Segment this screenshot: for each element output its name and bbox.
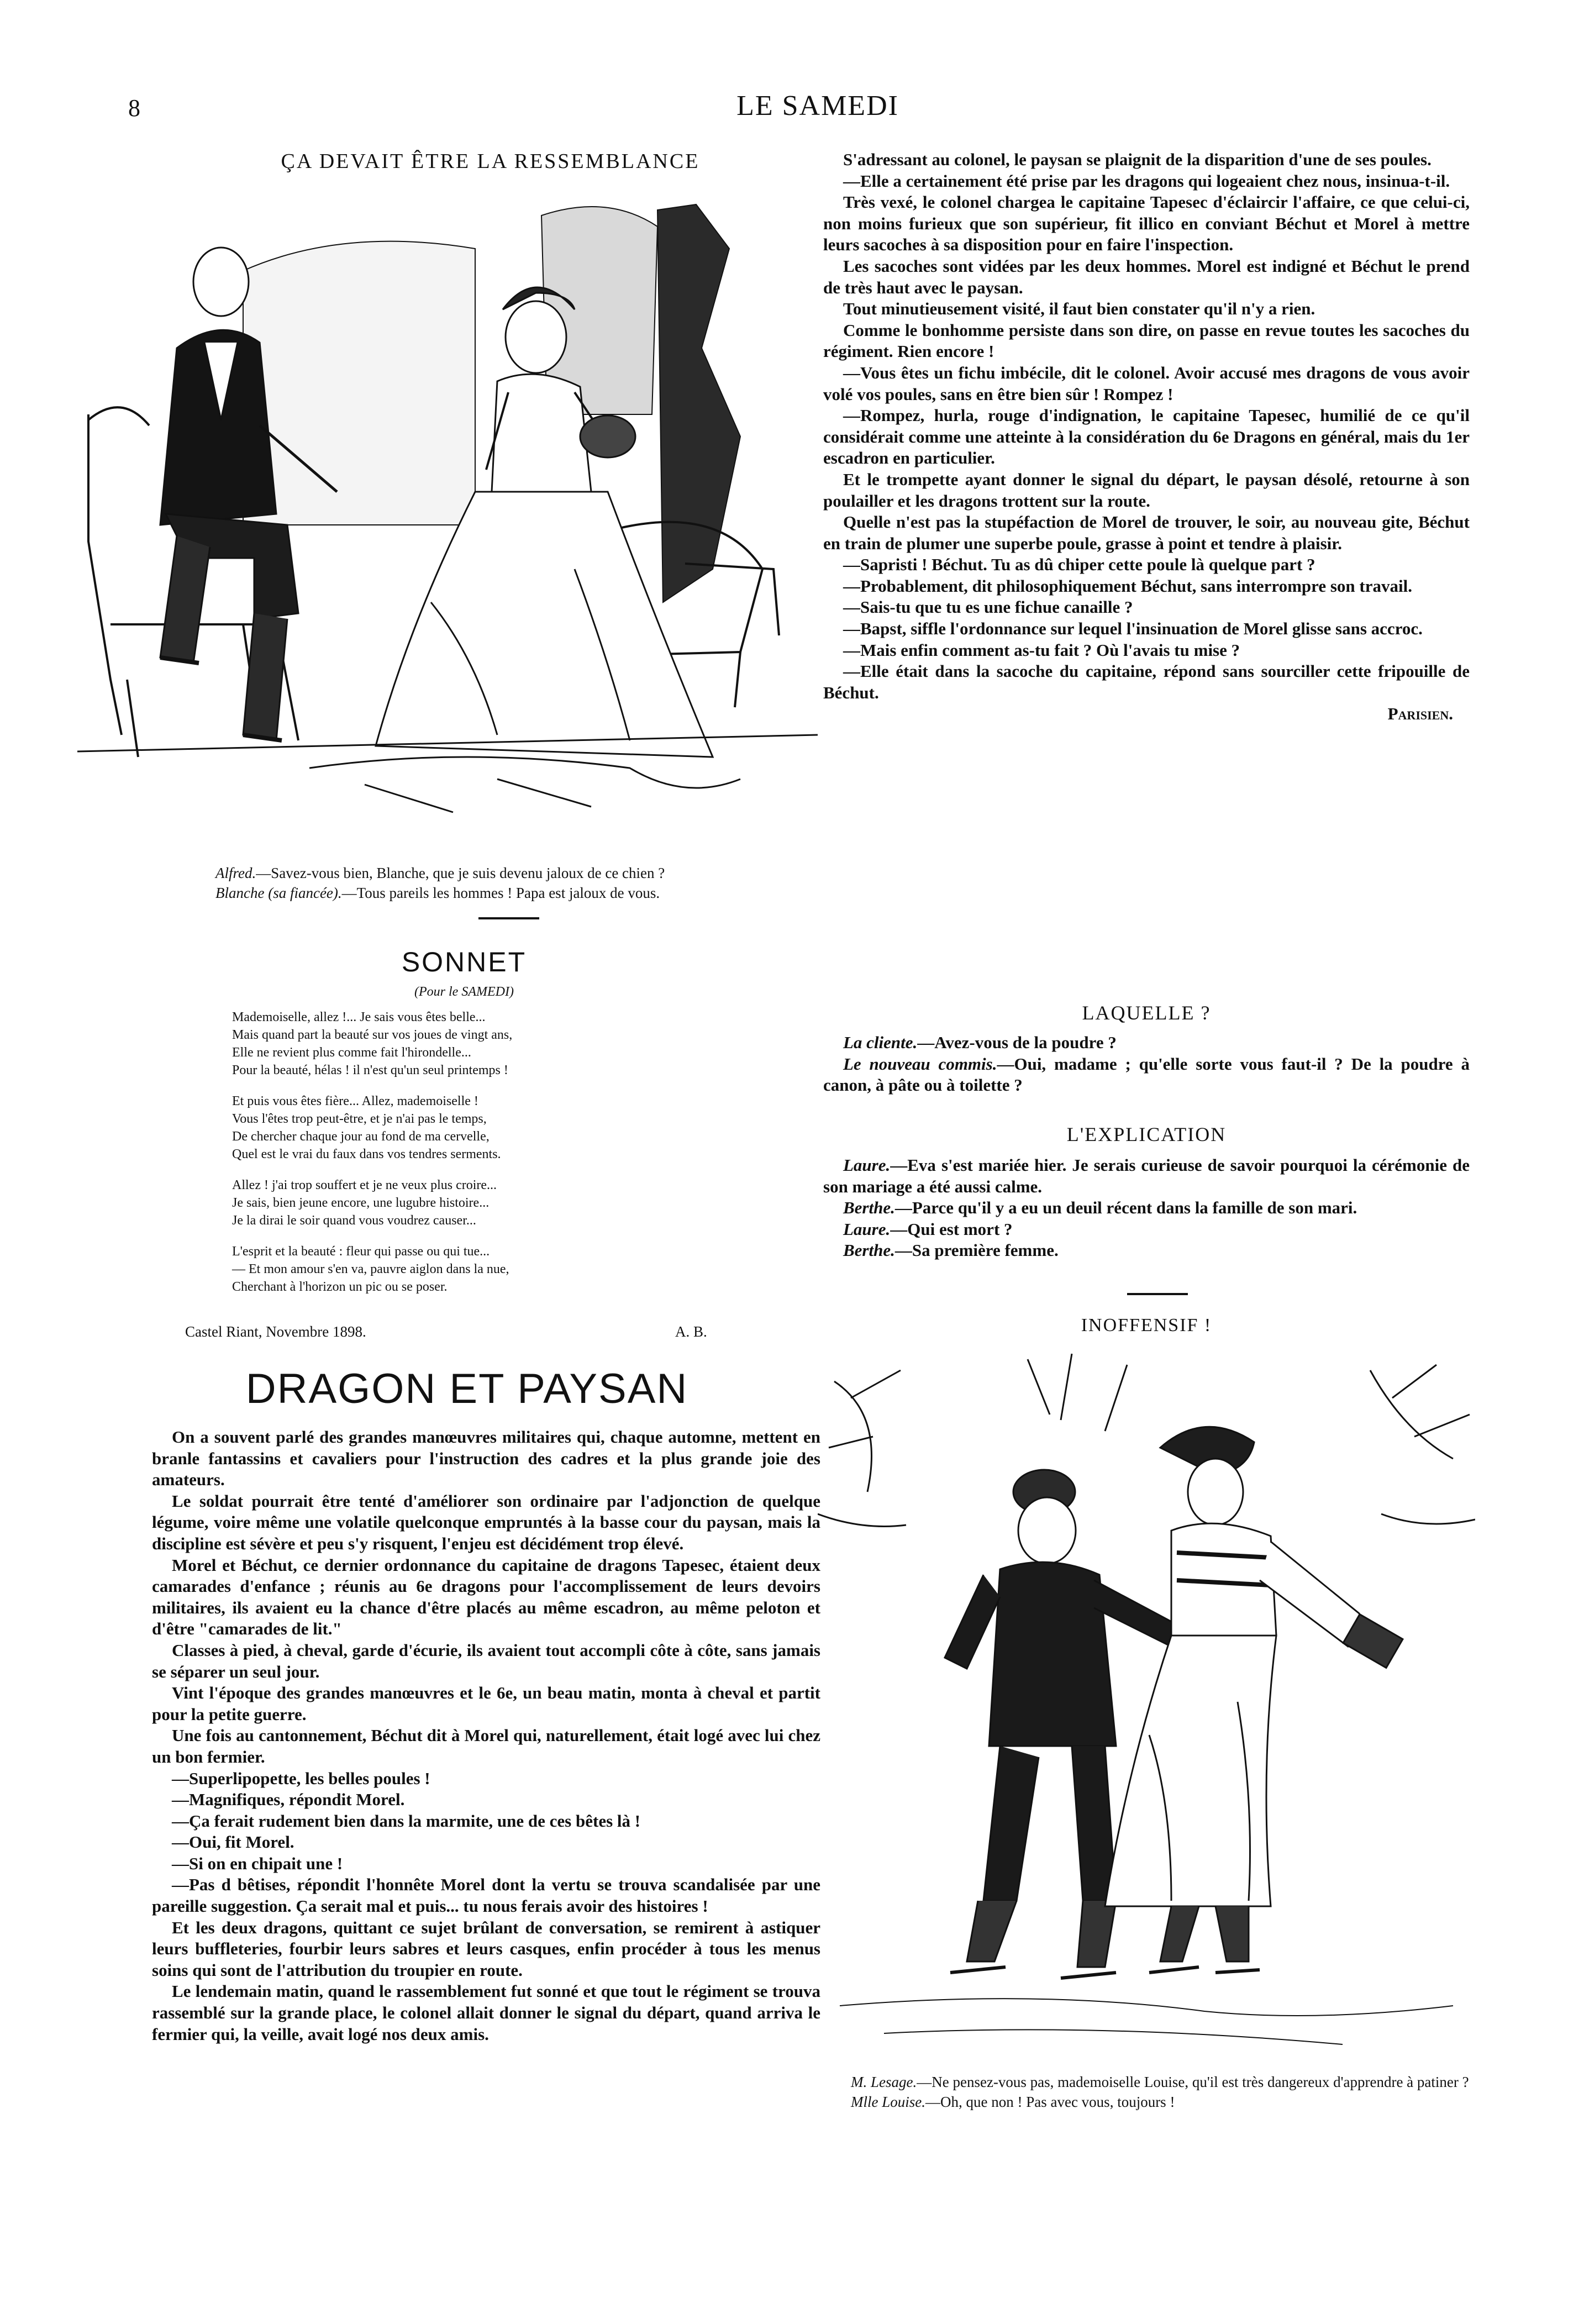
- caption-speaker: M. Lesage.: [851, 2074, 917, 2090]
- article-paragraph: Et les deux dragons, quittant ce sujet brûlant de conversation, se remirent à astiquer leurs buffleteries, fourbir leurs sabres et leurs casques, enfin procéder à tous les menus soins qui sont de l'attribution du troupier en route.: [152, 1917, 820, 1980]
- sonnet-stanza: [232, 1008, 751, 1079]
- article-paragraph: Le soldat pourrait être tenté d'améliorer son ordinaire par l'adjonction de quelque légume, voire même une volatile quelconque empruntés à la basse cour du paysan, mais la discipline est sévère et peu s'y risquent, l'enjeu est décidément trop élevé.: [152, 1491, 820, 1553]
- sonnet-stanza: [232, 1243, 751, 1296]
- article-paragraph: —Si on en chipait une !: [172, 1853, 343, 1873]
- sonnet-stanza: [232, 1176, 751, 1229]
- article-paragraph: Une fois au cantonnement, Béchut dit à Morel qui, naturellement, était logé avec lui chez un bon fermier.: [152, 1726, 820, 1766]
- sonnet-line: Vous l'êtes trop peut-être, et je n'ai pas le temps,: [232, 1112, 487, 1126]
- sonnet-line: Elle ne revient plus comme fait l'hirondelle...: [232, 1045, 471, 1060]
- article-paragraph: —Pas d bêtises, répondit l'honnête Morel dont la vertu se trouva scandalisée par une pareille suggestion. Ça serait mal et puis... tu nous ferais avoir des histoires !: [152, 1875, 820, 1916]
- sonnet-place-date: Castel Riant, Novembre 1898.: [185, 1323, 366, 1340]
- dialog-speaker: Berthe.: [843, 1240, 895, 1260]
- dialog-text: —Eva s'est mariée hier. Je serais curieuse de savoir pourquoi la cérémonie de son mariage a été aussi calme.: [823, 1155, 1470, 1196]
- illustration-title: ÇA DEVAIT ÊTRE LA RESSEMBLANCE: [281, 150, 700, 173]
- caption-line: [823, 2092, 1470, 2112]
- dragon-article-part2: [823, 149, 1470, 725]
- inoffensif-title: INOFFENSIF !: [1081, 1315, 1212, 1335]
- article-paragraph: Vint l'époque des grandes manœuvres et le 6e, un beau matin, monta à cheval et partit pour la petite guerre.: [152, 1683, 820, 1724]
- dialog-speaker: Le nouveau commis.: [843, 1054, 997, 1074]
- illustration-caption: [215, 863, 823, 903]
- caption-speaker: Blanche (sa fiancée).: [215, 885, 342, 901]
- dragon-article-part1: [152, 1427, 820, 2045]
- article-paragraph: —Elle était dans la sacoche du capitaine, répond sans sourciller cette fripouille de Béchut.: [823, 661, 1470, 702]
- dialog-text: —Oui, madame ; qu'elle sorte vous faut-il ? De la poudre à canon, à pâte ou à toilette ?: [823, 1054, 1470, 1095]
- caption-speaker: Mlle Louise.: [851, 2094, 925, 2110]
- caption-text: —Tous pareils les hommes ! Papa est jaloux de vous.: [341, 885, 660, 901]
- dialog-text: —Avez-vous de la poudre ?: [917, 1033, 1117, 1052]
- article-paragraph: On a souvent parlé des grandes manœuvres militaires qui, chaque automne, mettent en branle fantassins et cavaliers pour l'instruction des cadres et la plus grande joie des amateurs.: [152, 1427, 820, 1490]
- article-paragraph: —Oui, fit Morel.: [172, 1832, 294, 1852]
- dialog-speaker: Laure.: [843, 1155, 891, 1175]
- dialog-line: [823, 1054, 1470, 1096]
- dialog-speaker: Laure.: [843, 1219, 891, 1239]
- sonnet-line: — Et mon amour s'en va, pauvre aiglon dans la nue,: [232, 1262, 509, 1276]
- article-paragraph: —Magnifiques, répondit Morel.: [172, 1790, 405, 1810]
- sonnet-line: Pour la beauté, hélas ! il n'est qu'un seul printemps !: [232, 1063, 508, 1077]
- article-paragraph: —Elle a certainement été prise par les dragons qui logeaient chez nous, insinua-t-il.: [843, 171, 1450, 191]
- sonnet-line: Et puis vous êtes fière... Allez, mademoiselle !: [232, 1094, 478, 1108]
- laquelle-dialog: [823, 1032, 1470, 1096]
- engraving-skating-couple: [818, 1348, 1475, 2067]
- sonnet-line: De chercher chaque jour au fond de ma cervelle,: [232, 1129, 490, 1144]
- running-title: LE SAMEDI: [736, 90, 899, 122]
- article-paragraph: —Sais-tu que tu es une fichue canaille ?: [843, 597, 1133, 617]
- article-paragraph: Classes à pied, à cheval, garde d'écurie, ils avaient tout accompli côte à côte, sans jamais se séparer un seul jour.: [152, 1640, 820, 1681]
- sonnet-body: [232, 1008, 751, 1309]
- article-paragraph: Très vexé, le colonel chargea le capitaine Tapesec d'éclaircir l'affaire, ce que celui-ci, non moins furieux que son supérieur, fit illico en conviant Béchut et Morel à mettre leurs sacoches à sa disposition pour en faire l'inspection.: [823, 192, 1470, 255]
- inoffensif-caption: [823, 2072, 1470, 2112]
- sonnet-stanza: [232, 1092, 751, 1163]
- caption-text: —Ne pensez-vous pas, mademoiselle Louise, qu'il est très dangereux d'apprendre à patiner ?: [917, 2074, 1469, 2090]
- dialog-speaker: Berthe.: [843, 1198, 895, 1218]
- article-paragraph: Comme le bonhomme persiste dans son dire, on passe en revue toutes les sacoches du régiment. Rien encore !: [823, 320, 1470, 361]
- dialog-speaker: La cliente.: [843, 1033, 918, 1052]
- sonnet-signature: A. B.: [675, 1323, 707, 1340]
- sonnet-title: SONNET: [401, 947, 527, 977]
- caption-text: —Oh, que non ! Pas avec vous, toujours !: [925, 2094, 1175, 2110]
- sonnet-line: Je la dirai le soir quand vous voudrez causer...: [232, 1213, 476, 1228]
- caption-line: [823, 2072, 1470, 2092]
- sonnet-dedication: (Pour le SAMEDI): [414, 985, 514, 999]
- sonnet-line: Mademoiselle, allez !... Je sais vous êtes belle...: [232, 1010, 486, 1024]
- dialog-text: —Sa première femme.: [894, 1240, 1059, 1260]
- article-paragraph: Tout minutieusement visité, il faut bien constater qu'il n'y a rien.: [843, 299, 1315, 319]
- sonnet-line: L'esprit et la beauté : fleur qui passe ou qui tue...: [232, 1244, 490, 1259]
- dialog-line: [823, 1032, 1470, 1054]
- divider-rule: [478, 917, 539, 919]
- sonnet-line: Cherchant à l'horizon un pic ou se poser.: [232, 1280, 448, 1294]
- article-paragraph: S'adressant au colonel, le paysan se plaignit de la disparition d'une de ses poules.: [843, 150, 1432, 169]
- article-paragraph: Les sacoches sont vidées par les deux hommes. Morel est indigné et Béchut le prend de très haut avec le paysan.: [823, 256, 1470, 297]
- article-paragraph: Et le trompette ayant donner le signal du départ, le paysan désolé, retourne à son poulailler et les dragons trottent sur la route.: [823, 469, 1470, 511]
- sonnet-line: Quel est le vrai du faux dans vos tendres serments.: [232, 1147, 501, 1161]
- explication-title: L'EXPLICATION: [1066, 1123, 1227, 1145]
- engraving-couple-parlor: [77, 182, 818, 818]
- dialog-line: [823, 1219, 1470, 1240]
- article-paragraph: —Mais enfin comment as-tu fait ? Où l'avais tu mise ?: [843, 640, 1240, 660]
- sonnet-line: Mais quand part la beauté sur vos joues de vingt ans,: [232, 1028, 513, 1042]
- caption-text: —Savez-vous bien, Blanche, que je suis devenu jaloux de ce chien ?: [256, 865, 665, 881]
- article-paragraph: —Vous êtes un fichu imbécile, dit le colonel. Avoir accusé mes dragons de vous avoir volé vos poules, sans en être bien sûr ! Rompez !: [823, 362, 1470, 404]
- dialog-line: [823, 1197, 1470, 1219]
- article-paragraph: —Superlipopette, les belles poules !: [172, 1768, 430, 1788]
- divider-rule: [1127, 1293, 1188, 1295]
- page-number: 8: [128, 94, 140, 122]
- article-paragraph: —Ça ferait rudement bien dans la marmite, une de ces bêtes là !: [172, 1811, 641, 1831]
- dragon-title: DRAGON ET PAYSAN: [245, 1365, 688, 1412]
- article-paragraph: —Bapst, siffle l'ordonnance sur lequel l'insinuation de Morel glisse sans accroc.: [843, 619, 1423, 639]
- explication-dialog: [823, 1155, 1470, 1261]
- article-paragraph: —Probablement, dit philosophiquement Béchut, sans interrompre son travail.: [843, 576, 1412, 596]
- dialog-text: —Qui est mort ?: [890, 1219, 1013, 1239]
- sonnet-line: Je sais, bien jeune encore, une lugubre histoire...: [232, 1196, 490, 1210]
- article-paragraph: Morel et Béchut, ce dernier ordonnance du capitaine de dragons Tapesec, étaient deux camarades d'enfance ; réunis au 6e dragons pour l'accomplissement de leurs devoirs militaires, ils avaient eu la chance d'être placés au même escadron, au même peloton et d'être "camarades de lit.": [152, 1555, 820, 1639]
- sonnet-line: Allez ! j'ai trop souffert et je ne veux plus croire...: [232, 1178, 497, 1192]
- dialog-line: [823, 1155, 1470, 1197]
- article-paragraph: —Rompez, hurla, rouge d'indignation, le capitaine Tapesec, humilié de ce qu'il considérait comme une atteinte à la considération du 6e Dragons en général, mais du 1er escadron en particulier.: [823, 406, 1470, 468]
- dialog-line: [823, 1240, 1470, 1261]
- caption-line: [215, 883, 823, 903]
- laquelle-title: LAQUELLE ?: [1082, 1002, 1211, 1024]
- dragon-signature: Parisien.: [1387, 704, 1453, 724]
- caption-line: [215, 863, 823, 883]
- article-paragraph: Quelle n'est pas la stupéfaction de Morel de trouver, le soir, au nouveau gite, Béchut en train de plumer une superbe poule, grasse à point et tendre à plaisir.: [823, 512, 1470, 553]
- article-paragraph: —Sapristi ! Béchut. Tu as dû chiper cette poule là quelque part ?: [843, 555, 1315, 575]
- dialog-text: —Parce qu'il y a eu un deuil récent dans la famille de son mari.: [894, 1198, 1357, 1218]
- caption-speaker: Alfred.: [215, 865, 256, 881]
- article-paragraph: Le lendemain matin, quand le rassemblement fut sonné et que tout le régiment se trouva rassemblé sur la grande place, le colonel allait donner le signal du départ, quand arriva le fermier qui, la veille, avait logé nos deux amis.: [152, 1981, 820, 2044]
